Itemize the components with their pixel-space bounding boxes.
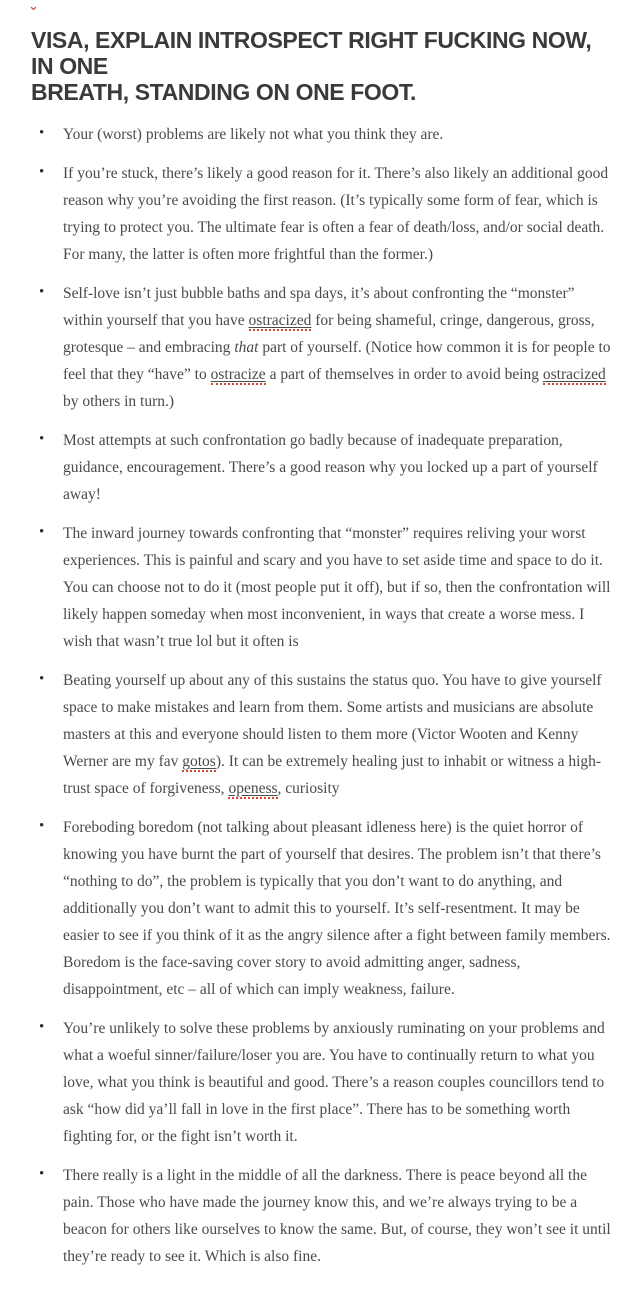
bullet-icon: • bbox=[39, 284, 45, 300]
page-title-line-1: VISA, EXPLAIN INTROSPECT RIGHT FUCKING NOW, IN ONE bbox=[31, 27, 592, 79]
body-text: Your (worst) problems are likely not what you think they are. bbox=[63, 126, 444, 143]
bullet-list bbox=[31, 121, 612, 1270]
list-item bbox=[31, 814, 612, 1003]
underlined-term[interactable]: gotos bbox=[182, 753, 216, 770]
list-item bbox=[31, 1015, 612, 1150]
body-text: If you’re stuck, there’s likely a good reason for it. There’s also likely an additional good reason why you’re avoiding the first reason. (It’s typically some form of fear, which is trying to protect you. The ultimate fear is often a fear of death/loss, and/or social death. For many, the latter is often more frightful than the former.) bbox=[63, 165, 609, 263]
body-text: There really is a light in the middle of all the darkness. There is peace beyond all the pain. Those who have made the journey know this, and we’re always trying to be a beacon for others like ourselves to know the same. But, of course, they won’t see it until they’re ready to see it. Which is also fine. bbox=[63, 1167, 611, 1265]
red-caret-mark-icon: ⌄ bbox=[28, 0, 39, 14]
bullet-icon: • bbox=[39, 1166, 45, 1182]
body-text: You’re unlikely to solve these problems by anxiously ruminating on your problems and what a woeful sinner/failure/loser you are. You have to continually return to what you love, what you think is beautiful and good. There’s a reason couples councillors tend to ask “how did ya’ll fall in love in the first place”. There has to be something worth fighting for, or the fight isn’t worth it. bbox=[63, 1020, 605, 1145]
bullet-icon: • bbox=[39, 524, 45, 540]
bullet-icon: • bbox=[39, 164, 45, 180]
body-text: part of yourself. (Notice how common it is for people to feel that they “have” to bbox=[63, 339, 611, 383]
body-text: The inward journey towards confronting that “monster” requires reliving your worst experiences. This is painful and scary and you have to set aside time and space to do it. You can choose not to do it (most people put it off), but if so, then the confrontation will likely happen someday when most inconvenient, in ways that create a worse mess. I wish that wasn’t true lol but it often is bbox=[63, 525, 611, 650]
page-title bbox=[31, 27, 612, 105]
page-title-line-2: BREATH, STANDING ON ONE FOOT. bbox=[31, 79, 416, 105]
list-item bbox=[31, 427, 612, 508]
bullet-icon: • bbox=[39, 125, 45, 141]
list-item bbox=[31, 520, 612, 655]
body-text: , curiosity bbox=[277, 780, 340, 797]
list-item bbox=[31, 121, 612, 148]
underlined-term[interactable]: openess bbox=[228, 780, 278, 797]
body-text: Most attempts at such confrontation go badly because of inadequate preparation, guidance, encouragement. There’s a good reason why you locked up a part of yourself away! bbox=[63, 432, 598, 503]
bullet-icon: • bbox=[39, 818, 45, 834]
body-text: Self-love isn’t just bubble baths and spa days, it’s about confronting the “monster” within yourself that you have bbox=[63, 285, 575, 329]
italic-text: that bbox=[234, 339, 259, 356]
list-item bbox=[31, 160, 612, 268]
body-text: by others in turn.) bbox=[63, 393, 175, 410]
list-item bbox=[31, 280, 612, 415]
body-text: Beating yourself up about any of this sustains the status quo. You have to give yourself space to make mistakes and learn from them. Some artists and musicians are absolute masters at this and everyone should listen to them more (Victor Wooten and Kenny Werner are my fav bbox=[63, 672, 602, 770]
underlined-term[interactable]: ostracized bbox=[248, 312, 312, 329]
bullet-icon: • bbox=[39, 671, 45, 687]
body-text: Foreboding boredom (not talking about pleasant idleness here) is the quiet horror of knowing you have burnt the part of yourself that desires. The problem isn’t that there’s “nothing to do”, the problem is typically that you don’t want to do anything, and additionally you don’t want to admit this to yourself. It’s self-resentment. It may be easier to see if you think of it as the angry silence after a fight between family members. Boredom is the face-saving cover story to avoid admitting anger, sadness, disappointment, etc – all of which can imply weakness, failure. bbox=[63, 819, 611, 998]
underlined-term[interactable]: ostracized bbox=[542, 366, 606, 383]
body-text: a part of themselves in order to avoid being bbox=[265, 366, 543, 383]
bullet-icon: • bbox=[39, 431, 45, 447]
body-text: ). It can be extremely healing just to inhabit or witness a high-trust space of forgiveness, bbox=[63, 753, 602, 797]
list-item bbox=[31, 1162, 612, 1270]
body-text: for being shameful, cringe, dangerous, gross, grotesque – and embracing bbox=[63, 312, 595, 356]
bullet-icon: • bbox=[39, 1019, 45, 1035]
list-item bbox=[31, 667, 612, 802]
underlined-term[interactable]: ostracize bbox=[210, 366, 266, 383]
